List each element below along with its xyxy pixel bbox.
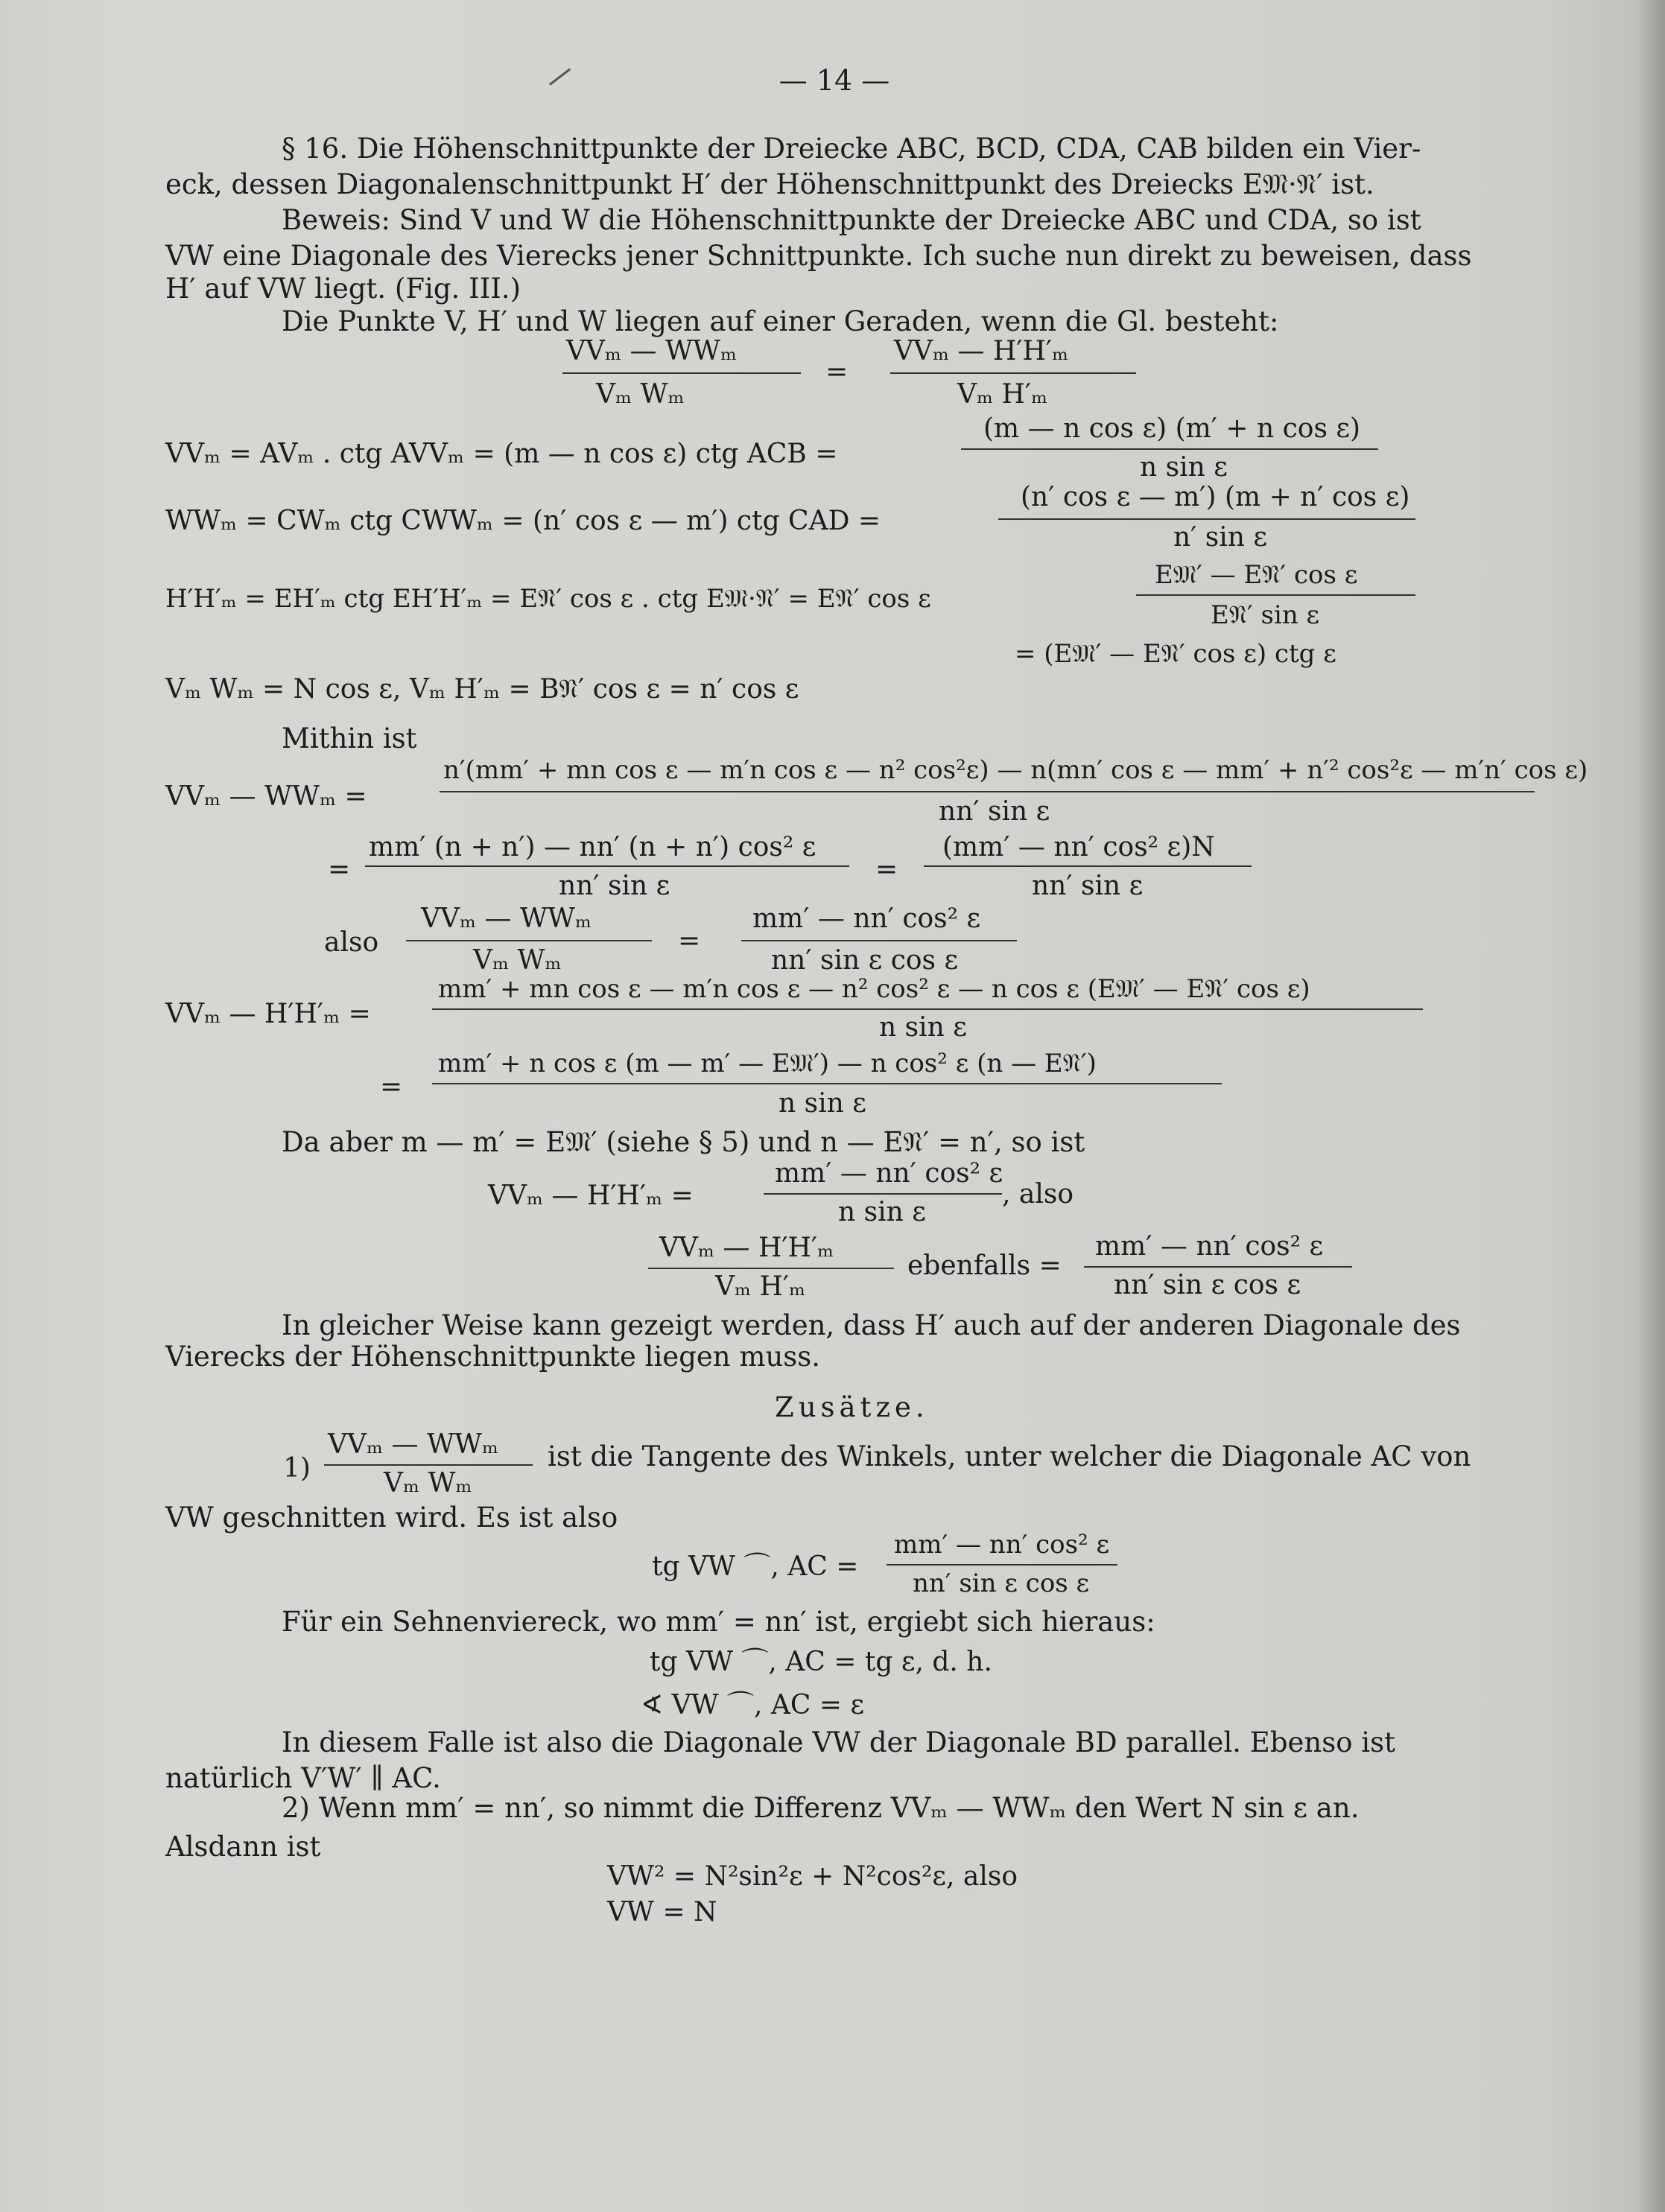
eq3-num: (n′ cos ε — m′) (m + n′ cos ε) xyxy=(1021,482,1410,512)
para16-line3: Beweis: Sind V und W die Höhenschnittpunkte der Dreiecke ABC und CDA, so ist xyxy=(282,204,1421,236)
eq12-den-right: nn′ sin ε cos ε xyxy=(1114,1270,1301,1300)
eq8-num-left: VVₘ — WWₘ xyxy=(421,903,592,934)
pencil-stroke: / xyxy=(546,60,574,94)
eq7-equals2: = xyxy=(875,854,898,885)
mithin-ist: Mithin ist xyxy=(282,722,417,754)
z1-line2: VW geschnitten wird. Es ist also xyxy=(165,1501,618,1534)
eq3-lhs: WWₘ = CWₘ ctg CWWₘ = (n′ cos ε — m′) ctg CAD = xyxy=(165,506,881,536)
eq1-equals: = xyxy=(825,357,849,387)
eq7-den1: nn′ sin ε xyxy=(559,871,670,901)
eq15: ∢ VW ⌒, AC = ε xyxy=(641,1690,865,1720)
eq11-rule xyxy=(764,1193,1002,1195)
eq12-num-right: mm′ — nn′ cos² ε xyxy=(1095,1231,1324,1262)
eq2-den: n sin ε xyxy=(1140,452,1228,483)
eq10-equals: = xyxy=(380,1072,403,1102)
eq16-line1: VW² = N²sin²ε + N²cos²ε, also xyxy=(607,1861,1018,1892)
eq8-rule-right xyxy=(741,940,1017,941)
eq7-num1: mm′ (n + n′) — nn′ (n + n′) cos² ε xyxy=(369,832,816,862)
eq1-rule-left xyxy=(562,372,801,374)
eq1-den-right: Vₘ H′ₘ xyxy=(957,379,1048,410)
z1-frac-den: Vₘ Wₘ xyxy=(384,1468,472,1498)
eq10-num: mm′ + n cos ε (m — m′ — E𝔐′) — n cos² ε (n — E𝔑′) xyxy=(438,1049,1097,1078)
para16-line5: H′ auf VW liegt. (Fig. III.) xyxy=(165,273,521,305)
eq8-den-left: Vₘ Wₘ xyxy=(473,945,562,976)
eq12-num-left: VVₘ — H′H′ₘ xyxy=(659,1233,834,1263)
eq3-den: n′ sin ε xyxy=(1173,522,1268,553)
eq13-den: nn′ sin ε cos ε xyxy=(913,1569,1090,1598)
z2-line2: Alsdann ist xyxy=(165,1831,321,1863)
eq4-den: E𝔑′ sin ε xyxy=(1211,600,1320,630)
eq14: tg VW ⌒, AC = tg ε, d. h. xyxy=(650,1647,992,1677)
eq12-rule-left xyxy=(648,1268,894,1269)
eq2-num: (m — n cos ε) (m′ + n cos ε) xyxy=(983,413,1361,444)
z1-frac-num: VVₘ — WWₘ xyxy=(328,1429,499,1460)
gleich-line1: In gleicher Weise kann gezeigt werden, dass H′ auch auf der anderen Diagonale des xyxy=(282,1309,1461,1341)
eq4-num: E𝔐′ — E𝔑′ cos ε xyxy=(1155,560,1358,590)
eq12-den-left: Vₘ H′ₘ xyxy=(715,1271,806,1302)
z1-text: ist die Tangente des Winkels, unter welcher die Diagonale AC von xyxy=(548,1440,1471,1472)
eq13-num: mm′ — nn′ cos² ε xyxy=(894,1530,1110,1560)
eq6-num: n′(mm′ + mn cos ε — m′n cos ε — n² cos²ε) — n(mn′ cos ε — mm′ + n′² cos²ε — m′n′ cos ε) xyxy=(443,755,1588,785)
z1-number: 1) xyxy=(283,1453,311,1484)
eq13-rule xyxy=(887,1564,1117,1566)
eq11-tail: , also xyxy=(1002,1179,1074,1210)
zusaetze-heading: Zusätze. xyxy=(775,1391,929,1423)
eq3-rule xyxy=(998,518,1415,520)
eq8-den-right: nn′ sin ε cos ε xyxy=(771,945,959,976)
eq9-rule xyxy=(432,1008,1423,1010)
falle-line1: In diesem Falle ist also die Diagonale VW der Diagonale BD parallel. Ebenso ist xyxy=(282,1726,1395,1758)
eq12-rule-right xyxy=(1084,1266,1352,1268)
eq7-rule1 xyxy=(365,865,849,867)
eq1-num-left: VVₘ — WWₘ xyxy=(566,336,738,366)
eq10-rule xyxy=(432,1083,1222,1084)
eq1-num-right: VVₘ — H′H′ₘ xyxy=(894,336,1069,366)
eq16-line2: VW = N xyxy=(607,1897,717,1927)
eq13-lhs: tg VW ⌒, AC = xyxy=(652,1551,859,1582)
eq6-rule xyxy=(440,791,1535,792)
eq7-num2: (mm′ — nn′ cos² ε)N xyxy=(942,832,1215,862)
eq11-num: mm′ — nn′ cos² ε xyxy=(775,1158,1003,1189)
eq4-rule xyxy=(1136,594,1415,596)
z1-frac-rule xyxy=(324,1464,533,1466)
page-number: — 14 — xyxy=(778,64,890,97)
eq1-rule-right xyxy=(890,372,1136,374)
eq4-lhs: H′H′ₘ = EH′ₘ ctg EH′H′ₘ = E𝔑′ cos ε . ctg E𝔐·𝔑′ = E𝔑′ cos ε xyxy=(165,584,931,614)
eq1-den-left: Vₘ Wₘ xyxy=(596,379,685,410)
eq6-den: nn′ sin ε xyxy=(939,796,1050,827)
da-aber-line: Da aber m — m′ = E𝔐′ (siehe § 5) und n — E𝔑′ = n′, so ist xyxy=(282,1126,1085,1158)
page-edge-shadow xyxy=(1635,0,1665,2212)
para16-line6: Die Punkte V, H′ und W liegen auf einer Geraden, wenn die Gl. besteht: xyxy=(282,305,1279,337)
gleich-line2: Vierecks der Höhenschnittpunkte liegen muss. xyxy=(165,1341,821,1373)
eq2-rule xyxy=(961,448,1378,450)
eq6-lhs: VVₘ — WWₘ = xyxy=(165,781,367,812)
eq12-ebenfalls: ebenfalls = xyxy=(907,1250,1062,1281)
para16-line1: § 16. Die Höhenschnittpunkte der Dreiecke ABC, BCD, CDA, CAB bilden ein Vier- xyxy=(282,133,1421,165)
eq8-equals: = xyxy=(678,926,701,956)
sehnen-line: Für ein Sehnenviereck, wo mm′ = nn′ ist, ergiebt sich hieraus: xyxy=(282,1606,1155,1638)
para16-line2: eck, dessen Diagonalenschnittpunkt H′ der Höhenschnittpunkt des Dreiecks E𝔐·𝔑′ ist. xyxy=(165,168,1374,200)
eq8-num-right: mm′ — nn′ cos² ε xyxy=(752,903,981,934)
eq2-lhs: VVₘ = AVₘ . ctg AVVₘ = (m — n cos ε) ctg ACB = xyxy=(165,439,838,469)
eq5: Vₘ Wₘ = N cos ε, Vₘ H′ₘ = B𝔑′ cos ε = n′ cos ε xyxy=(165,674,799,705)
para16-line4: VW eine Diagonale des Vierecks jener Schnittpunkte. Ich suche nun direkt zu beweisen, dass xyxy=(165,240,1472,272)
eq9-den: n sin ε xyxy=(879,1012,967,1043)
eq8-also: also xyxy=(324,927,379,958)
eq8-rule-left xyxy=(406,940,652,941)
eq7-rule2 xyxy=(924,865,1252,867)
eq4-continued: = (E𝔐′ — E𝔑′ cos ε) ctg ε xyxy=(1015,639,1336,669)
eq7-equals1: = xyxy=(328,854,351,885)
eq11-den: n sin ε xyxy=(838,1197,926,1227)
eq9-num: mm′ + mn cos ε — m′n cos ε — n² cos² ε — n cos ε (E𝔐′ — E𝔑′ cos ε) xyxy=(438,974,1310,1004)
falle-line2: natürlich V′W′ ∥ AC. xyxy=(165,1762,441,1794)
eq9-lhs: VVₘ — H′H′ₘ = xyxy=(165,999,371,1029)
eq10-den: n sin ε xyxy=(778,1088,866,1119)
eq11-lhs: VVₘ — H′H′ₘ = xyxy=(488,1180,694,1211)
z2-line1: 2) Wenn mm′ = nn′, so nimmt die Differenz VVₘ — WWₘ den Wert N sin ε an. xyxy=(282,1792,1360,1824)
eq7-den2: nn′ sin ε xyxy=(1032,871,1144,901)
